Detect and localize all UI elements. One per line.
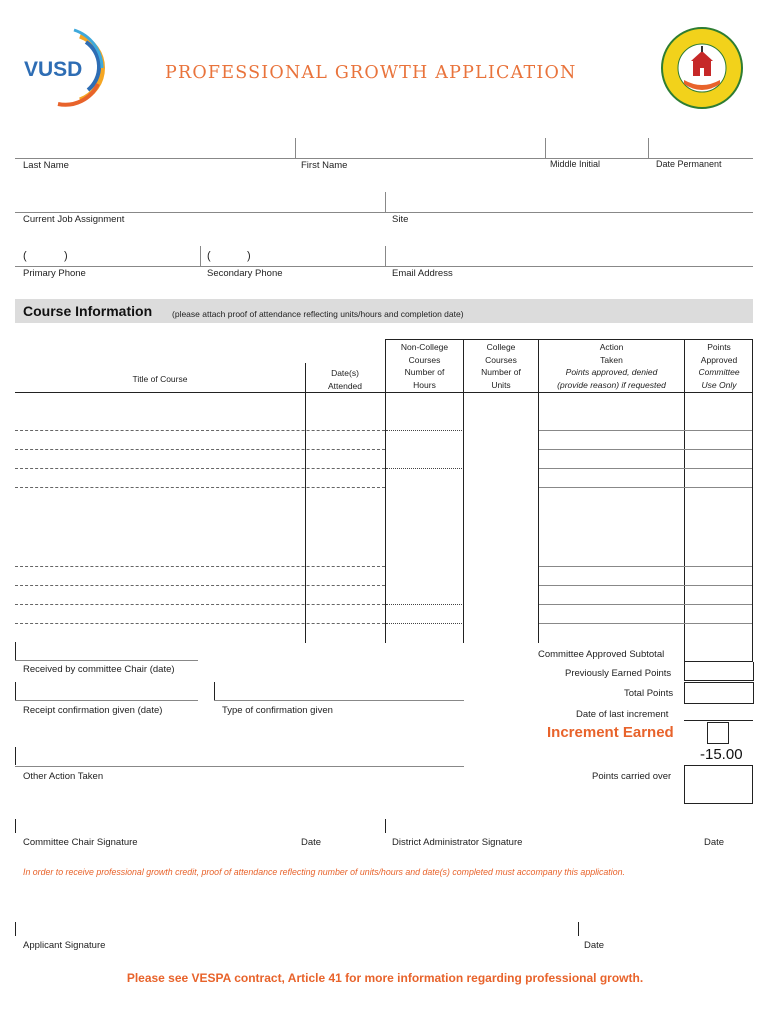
district-signature-label: District Administrator Signature	[392, 837, 523, 848]
col-dates	[306, 367, 384, 392]
col-action	[539, 341, 684, 391]
chair-signature-label: Committee Chair Signature	[23, 837, 138, 848]
job-assignment-input[interactable]	[16, 196, 382, 211]
received-label: Received by committee Chair (date)	[23, 664, 175, 675]
first-name-label: First Name	[301, 160, 348, 171]
applicant-signature-label: Applicant Signature	[23, 940, 106, 951]
paren: )	[247, 250, 251, 262]
paren: (	[207, 250, 211, 262]
carry-value: -15.00	[700, 746, 743, 763]
notice-text: In order to receive professional growth credit, proof of attendance reflecting number of units/hours and date(s) completed must accompany this application.	[23, 867, 625, 877]
col-noncollege-line: Hours	[413, 379, 436, 390]
last-increment-input[interactable]	[686, 704, 752, 719]
col-noncollege-line: Courses	[408, 354, 441, 365]
increment-earned-label: Increment Earned	[547, 724, 674, 741]
col-noncollege-line: Number of	[404, 367, 445, 377]
middle-initial-label: Middle Initial	[550, 159, 601, 169]
col-action-line: Taken	[600, 354, 623, 365]
primary-phone-input[interactable]	[16, 250, 197, 265]
last-name-input[interactable]	[16, 142, 292, 157]
vusd-logo	[18, 28, 114, 108]
secondary-phone-input[interactable]	[203, 250, 382, 265]
confirmation-type-label: Type of confirmation given	[222, 705, 333, 716]
middle-initial-input[interactable]	[548, 142, 645, 157]
col-points-line: Use Only	[701, 379, 737, 390]
footer-note: Please see VESPA contract, Article 41 for more information regarding professional growth.	[126, 971, 644, 985]
course-table[interactable]	[15, 393, 753, 643]
last-name-label: Last Name	[23, 160, 69, 171]
applicant-date-label: Date	[584, 940, 605, 951]
primary-phone-label: Primary Phone	[23, 268, 86, 279]
col-dates-line: Attended	[327, 380, 363, 391]
points-carried-label: Points carried over	[592, 771, 672, 782]
other-action-input[interactable]	[18, 749, 462, 764]
receipt-confirmation-label: Receipt confirmation given (date)	[23, 705, 163, 716]
receipt-confirmation-input[interactable]	[18, 684, 196, 699]
col-action-line: Points approved, denied	[565, 367, 658, 377]
last-increment-label: Date of last increment	[576, 709, 669, 720]
subtotal-label: Committee Approved Subtotal	[538, 649, 665, 660]
other-action-label: Other Action Taken	[23, 771, 104, 782]
vespa-seal	[660, 26, 744, 110]
col-points-line: Approved	[700, 354, 738, 365]
total-points-input[interactable]	[684, 682, 754, 704]
col-points	[685, 341, 753, 391]
applicant-date-input[interactable]	[581, 921, 751, 936]
site-label: Site	[392, 214, 409, 225]
district-signature-input[interactable]	[388, 818, 751, 833]
col-points-line: Points	[707, 342, 731, 352]
col-college-line: Units	[491, 379, 511, 390]
col-dates-line: Date(s)	[331, 368, 359, 378]
chair-date-label: Date	[301, 837, 322, 848]
chair-signature-input[interactable]	[18, 818, 378, 833]
course-heading: Course Information	[23, 303, 153, 319]
col-noncollege	[386, 341, 463, 391]
secondary-phone-label: Secondary Phone	[207, 268, 283, 279]
received-date-input[interactable]	[18, 644, 196, 659]
paren: (	[23, 250, 27, 262]
course-note: (please attach proof of attendance reflecting units/hours and completion date)	[172, 309, 464, 319]
paren: )	[64, 250, 68, 262]
col-title-of-course: Title of Course	[132, 374, 188, 384]
col-college-line: Courses	[485, 354, 517, 365]
confirmation-type-input[interactable]	[217, 684, 462, 699]
col-action-line: (provide reason) if requested	[557, 379, 666, 390]
date-permanent-label: Date Permanent	[656, 159, 722, 169]
date-permanent-input[interactable]	[651, 142, 751, 157]
page-title: PROFESSIONAL GROWTH APPLICATION	[165, 63, 577, 83]
total-points-label: Total Points	[624, 688, 674, 699]
district-date-label: Date	[704, 837, 725, 848]
col-college	[464, 341, 538, 391]
col-points-line: Committee	[698, 367, 740, 377]
previously-earned-input[interactable]	[684, 662, 754, 681]
previously-earned-label: Previously Earned Points	[565, 668, 672, 679]
points-carried-input[interactable]	[686, 767, 752, 802]
email-label: Email Address	[392, 268, 453, 279]
first-name-input[interactable]	[298, 142, 542, 157]
applicant-signature-input[interactable]	[18, 921, 570, 936]
email-input[interactable]	[388, 250, 751, 265]
logo-text: VUSD	[24, 58, 83, 81]
col-college-line: Number of	[481, 367, 521, 377]
col-action-line: Action	[599, 342, 624, 352]
increment-earned-checkbox[interactable]	[707, 722, 729, 744]
site-input[interactable]	[388, 196, 751, 211]
col-noncollege-line: Non-College	[400, 342, 449, 352]
col-college-line: College	[486, 342, 516, 352]
job-assignment-label: Current Job Assignment	[23, 214, 125, 225]
